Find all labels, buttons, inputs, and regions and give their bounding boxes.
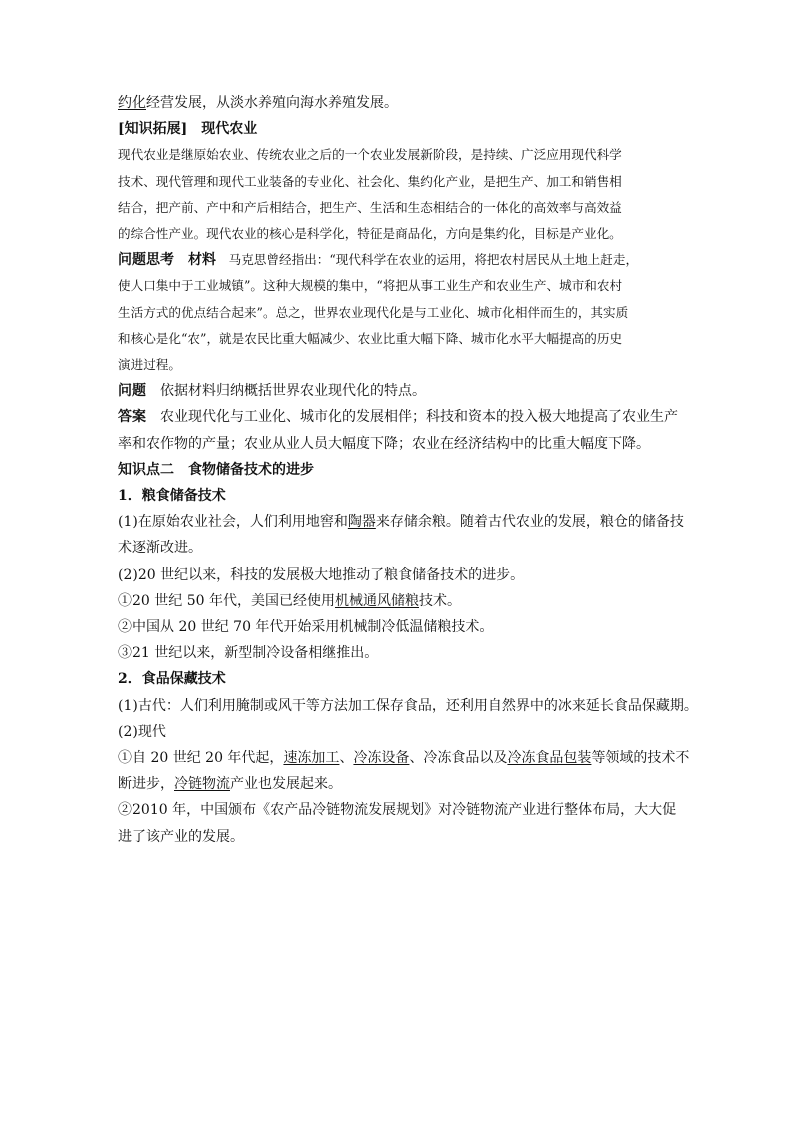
text-line xyxy=(118,169,680,195)
text-line xyxy=(118,457,680,483)
text-line xyxy=(118,352,680,378)
heading-text: 2．食品保藏技术 xyxy=(118,671,226,688)
text-segment: ②中国从 20 世纪 70 年代开始采用机械制冷低温储粮技术。 xyxy=(118,619,494,636)
underlined-term: 冷链物流 xyxy=(174,776,230,793)
text-segment: 技术。 xyxy=(418,592,461,609)
text-line xyxy=(118,195,680,221)
text-line xyxy=(118,247,680,273)
text-segment: 现代农业是继原始农业、传统农业之后的一个农业发展新阶段，是持续、广泛应用现代科学 xyxy=(118,147,622,163)
text-line xyxy=(118,693,698,719)
text-segment: 率和农作物的产量；农业从业人员大幅度下降；农业在经济结构中的比重大幅度下降。 xyxy=(118,435,650,452)
text-line xyxy=(118,273,680,299)
text-segment: ③21 世纪以来，新型制冷设备相继推出。 xyxy=(118,645,379,662)
text-line xyxy=(118,378,680,404)
text-segment: 等领域的技术不 xyxy=(591,750,690,767)
text-segment: 经营发展，从淡水养殖向海水养殖发展。 xyxy=(146,95,398,111)
text-line xyxy=(118,509,684,535)
heading-text: 现代农业 xyxy=(187,121,258,138)
text-segment: 来存储余粮。随着古代农业的发展，粮仓的储备技 xyxy=(375,514,684,531)
text-line xyxy=(118,90,680,116)
heading-text: 问题 xyxy=(118,383,146,400)
page-content xyxy=(118,90,698,850)
text-line xyxy=(118,797,680,823)
heading-text: 答案 xyxy=(118,409,146,426)
text-line xyxy=(118,771,680,797)
text-line xyxy=(118,431,680,457)
heading-text: 1．粮食储备技术 xyxy=(118,488,226,505)
text-segment: 农业现代化与工业化、城市化的发展相伴；科技和资本的投入极大地提高了农业生产 xyxy=(146,409,678,426)
text-line xyxy=(118,535,680,561)
text-segment: ②2010 年，中国颁布《农产品冷链物流发展规划》对冷链物流产业进行整体布局，大大促 xyxy=(118,802,677,819)
text-line xyxy=(118,300,680,326)
underlined-term: 速冻加工 xyxy=(283,750,340,767)
text-line xyxy=(118,588,680,614)
text-segment: (1)在原始农业社会，人们利用地窖和 xyxy=(118,514,348,531)
heading-text: 知识点二 xyxy=(118,461,174,478)
text-line xyxy=(118,404,680,430)
text-segment: ①20 世纪 50 年代，美国已经使用 xyxy=(118,592,335,609)
text-segment: 断进步， xyxy=(118,776,174,793)
text-segment: 和核心是化“农”，就是农民比重大幅减少、农业比重大幅下降、城市化水平大幅提高的历史 xyxy=(118,330,623,346)
text-segment: 的综合性产业。现代农业的核心是科学化，特征是商品化，方向是集约化，目标是产业化。 xyxy=(118,226,622,242)
underlined-term: 机械通风储粮 xyxy=(334,592,419,609)
text-line xyxy=(118,719,680,745)
heading-text: [知识拓展] xyxy=(118,121,188,138)
underlined-term: 冷冻食品包装 xyxy=(507,750,592,767)
heading-text: 问题思考 xyxy=(118,252,174,269)
text-segment: (2)现代 xyxy=(118,723,166,740)
text-line xyxy=(118,666,680,692)
text-line xyxy=(118,562,680,588)
text-line xyxy=(118,116,680,142)
text-segment: 使人口集中于工业城镇”。这种大规模的集中，“将把从事工业生产和农业生产、城市和农村 xyxy=(118,278,623,294)
text-segment: 进了该产业的发展。 xyxy=(118,828,244,845)
text-segment: 演进过程。 xyxy=(118,357,181,373)
text-line xyxy=(118,483,680,509)
text-segment: 马克思曾经指出：“现代科学在农业的运用，将把农村居民从土地上赶走， xyxy=(216,252,639,268)
text-segment: (1)古代：人们利用腌制或风干等方法加工保存食品，还利用自然界中的冰来延长食品保藏期。 xyxy=(118,697,698,714)
text-line xyxy=(118,221,680,247)
text-segment: (2)20 世纪以来，科技的发展极大地推动了粮食储备技术的进步。 xyxy=(118,566,525,583)
underlined-term: 陶器 xyxy=(347,514,376,531)
heading-text: 材料 xyxy=(174,252,216,269)
underlined-term: 约化 xyxy=(118,95,146,111)
heading-text: 食物储备技术的进步 xyxy=(174,461,314,478)
text-segment: 技术、现代管理和现代工业装备的专业化、社会化、集约化产业，是把生产、加工和销售相 xyxy=(118,173,622,189)
text-line xyxy=(118,745,690,771)
text-line xyxy=(118,614,680,640)
text-segment: 术逐渐改进。 xyxy=(118,540,202,557)
underlined-term: 冷冻设备 xyxy=(353,750,410,767)
text-segment: 产业也发展起来。 xyxy=(230,776,342,793)
text-line xyxy=(118,824,680,850)
text-segment: 生活方式的优点结合起来”。总之，世界农业现代化是与工业化、城市化相伴而生的，其实质 xyxy=(118,304,629,320)
text-line xyxy=(118,326,680,352)
text-segment: 依据材料归纳概括世界农业现代化的特点。 xyxy=(146,383,426,400)
text-line xyxy=(118,142,680,168)
text-segment: 、冷冻食品以及 xyxy=(409,750,508,767)
text-line xyxy=(118,640,680,666)
text-segment: 结合，把产前、产中和产后相结合，把生产、生活和生态相结合的一体化的高效率与高效益 xyxy=(118,199,622,215)
text-segment: 、 xyxy=(339,750,354,767)
text-segment: ①自 20 世纪 20 年代起， xyxy=(118,750,284,767)
